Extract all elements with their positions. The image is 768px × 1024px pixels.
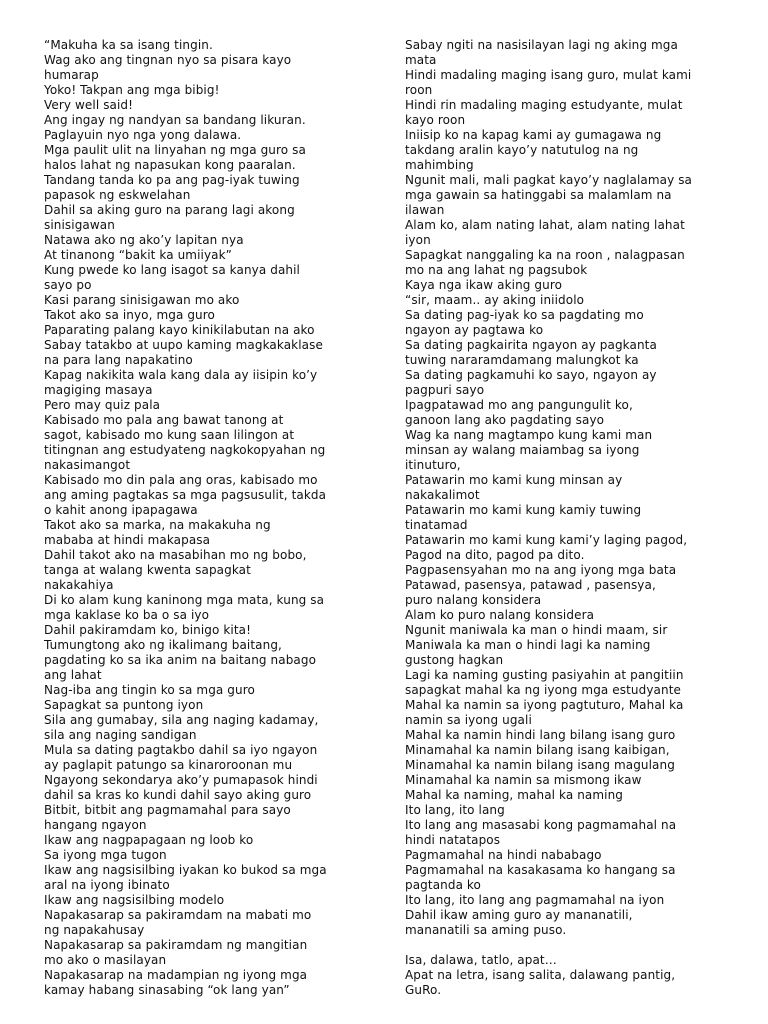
left-column-line: hangang ngayon [44,818,147,832]
left-column-line: Takot ako sa inyo, mga guro [44,308,215,322]
left-column-line: Tumungtong ako ng ikalimang baitang, [44,638,282,652]
right-column-line: mahimbing [405,158,474,172]
left-column-line: Ikaw ang nagsisilbing iyakan ko bukod sa mga [44,863,327,877]
left-column-line: Wag ako ang tingnan nyo sa pisara kayo [44,53,292,67]
left-column-line: Very well said! [44,98,134,112]
left-column-line: Ikaw ang nagpapagaan ng loob ko [44,833,254,847]
right-column-line: kayo roon [405,113,466,127]
left-column-line: Dahil pakiramdam ko, binigo kita! [44,623,251,637]
left-column-line: aral na iyong ibinato [44,878,170,892]
left-column-line: ang lahat [44,668,102,682]
left-column-line: pagdating ko sa ika anim na baitang nabago [44,653,317,667]
right-column-line: minsan ay walang maiambag sa iyong [405,443,640,457]
left-column-line: Nag-iba ang tingin ko sa mga guro [44,683,255,697]
left-column [44,38,384,998]
right-column-line: ngayon ay pagtawa ko [405,323,544,337]
left-column-line: sila ang naging sandigan [44,728,197,742]
right-column-line: mata [405,53,437,67]
right-column-line: Pagpasensyahan mo na ang iyong mga bata [405,563,677,577]
right-column-line: Hindi madaling maging isang guro, mulat kami [405,68,692,82]
right-column-line: Sabay ngiti na nasisilayan lagi ng aking mga [405,38,678,52]
left-column-line: humarap [44,68,99,82]
left-column-line: mababa at hindi makapasa [44,533,211,547]
left-column-line: Kasi parang sinisigawan mo ako [44,293,240,307]
right-column-line: nakakalimot [405,488,480,502]
right-column-line: Hindi rin madaling maging estudyante, mulat [405,98,683,112]
right-column-line: iyon [405,233,431,247]
right-column-line: pagtanda ko [405,878,482,892]
left-column-line: titingnan ang estudyateng nagkokopyahan ng [44,443,326,457]
right-column-line: Pagmamahal na hindi nababago [405,848,602,862]
right-column-line: namin sa iyong ugali [405,713,532,727]
right-column-line: “sir, maam.. ay aking iniidolo [405,293,585,307]
right-column-line: Pagod na dito, pagod pa dito. [405,548,585,562]
left-column-line: sinisigawan [44,218,115,232]
left-column-line: o kahit anong ipapagawa [44,503,198,517]
right-column-line: Alam ko puro nalang konsidera [405,608,595,622]
left-column-line: nakakahiya [44,578,114,592]
left-column-line: papasok ng eskwelahan [44,188,191,202]
left-column-line: ng napakahusay [44,923,145,937]
right-column-line: mananatili sa aming puso. [405,923,567,937]
right-column-line: sapagkat mahal ka ng iyong mga estudyante [405,683,681,697]
right-column-line: pagpuri sayo [405,383,485,397]
left-column-line: tanga at walang kwenta sapagkat [44,563,251,577]
right-column-line: Apat na letra, isang salita, dalawang pantig, [405,968,676,982]
left-column-line: na para lang napakatino [44,353,193,367]
right-column-line: tinatamad [405,518,468,532]
right-column-line: gustong hagkan [405,653,504,667]
right-column-line: mo na ang lahat ng pagsubok [405,263,588,277]
right-column-line: Mahal ka namin hindi lang bilang isang guro [405,728,676,742]
left-column-line: Sapagkat sa puntong iyon [44,698,204,712]
right-column-line: Lagi ka naming gusting pasiyahin at pangitiin [405,668,684,682]
right-column-line: Kaya nga ikaw aking guro [405,278,563,292]
left-column-line: Napakasarap sa pakiramdam na mabati mo [44,908,312,922]
left-column-line: Bitbit, bitbit ang pagmamahal para sayo [44,803,291,817]
right-column-line: GuRo. [405,983,442,997]
right-column-line: Minamahal ka namin bilang isang magulang [405,758,675,772]
right-column-line: Ito lang, ito lang ang pagmamahal na iyon [405,893,665,907]
right-column-line: Sapagkat nanggaling ka na roon , nalagpasan [405,248,685,262]
left-column-line: Ikaw ang nagsisilbing modelo [44,893,225,907]
left-column-line: sayo po [44,278,92,292]
left-column-line: Kapag nakikita wala kang dala ay iisipin ko’y [44,368,318,382]
right-column-line: Ito lang ang masasabi kong pagmamahal na [405,818,677,832]
left-column-line: “Makuha ka sa isang tingin. [44,38,213,52]
right-column [405,38,735,998]
right-column-line: Patawarin mo kami kung kamiy tuwing [405,503,642,517]
right-column-line: Isa, dalawa, tatlo, apat… [405,953,557,967]
left-column-line: Paglayuin nyo nga yong dalawa. [44,128,242,142]
right-column-line: roon [405,83,433,97]
right-column-line: hindi natatapos [405,833,501,847]
right-column-line: Ngunit mali, mali pagkat kayo’y naglalamay sa [405,173,693,187]
left-column-line: kamay habang sinasabing “ok lang yan” [44,983,290,997]
left-column-line: At tinanong “bakit ka umiiyak” [44,248,232,262]
left-column-line: Mga paulit ulit na linyahan ng mga guro sa [44,143,306,157]
left-column-line: Dahil takot ako na masabihan mo ng bobo, [44,548,307,562]
left-column-line: sagot, kabisado mo kung saan lilingon at [44,428,295,442]
right-column-line: mga gawain sa hatinggabi sa malamlam na [405,188,672,202]
left-column-line: Paparating palang kayo kinikilabutan na ako [44,323,315,337]
right-column-line: Ipagpatawad mo ang pangungulit ko, [405,398,633,412]
left-column-line: Sila ang gumabay, sila ang naging kadamay, [44,713,319,727]
left-column-line: Tandang tanda ko pa ang pag-iyak tuwing [44,173,300,187]
left-column-line: nakasimangot [44,458,131,472]
right-column-line: Mahal ka namin sa iyong pagtuturo, Mahal ka [405,698,684,712]
right-column-line: tuwing nararamdamang malungkot ka [405,353,639,367]
left-column-line: Yoko! Takpan ang mga bibig! [44,83,220,97]
left-column-line: dahil sa kras ko kundi dahil sayo aking guro [44,788,312,802]
right-column-line: itinuturo, [405,458,461,472]
right-column-line: Alam ko, alam nating lahat, alam nating lahat [405,218,685,232]
right-column-line: Ito lang, ito lang [405,803,505,817]
right-column-line: puro nalang konsidera [405,593,542,607]
right-column-line: ganoon lang ako pagdating sayo [405,413,605,427]
right-column-line: Sa dating pagkairita ngayon ay pagkanta [405,338,657,352]
right-column-line: Ngunit maniwala ka man o hindi maam, sir [405,623,668,637]
right-column-line: Mahal ka naming, mahal ka naming [405,788,624,802]
left-column-line: ang aming pagtakas sa mga pagsusulit, takda [44,488,327,502]
left-column-line: Kabisado mo din pala ang oras, kabisado mo [44,473,318,487]
right-column-line: Patawarin mo kami kung minsan ay [405,473,623,487]
left-column-line: magiging masaya [44,383,153,397]
right-column-line: Minamahal ka namin sa mismong ikaw [405,773,642,787]
left-column-line: ay paglapit patungo sa kinaroroonan mu [44,758,293,772]
right-column-line: Iniisip ko na kapag kami ay gumagawa ng [405,128,662,142]
left-column-line: Pero may quiz pala [44,398,161,412]
right-column-line: ilawan [405,203,445,217]
right-column-line: Wag ka nang magtampo kung kami man [405,428,653,442]
left-column-line: halos lahat ng napasukan kong paaralan. [44,158,296,172]
right-column-line: Patawad, pasensya, patawad , pasensya, [405,578,656,592]
left-column-line: Napakasarap sa pakiramdam ng mangitian [44,938,308,952]
left-column-line: Ang ingay ng nandyan sa bandang likuran. [44,113,306,127]
left-column-line: Takot ako sa marka, na makakuha ng [44,518,271,532]
left-column-line: mga kaklase ko ba o sa iyo [44,608,210,622]
right-column-line: Pagmamahal na kasakasama ko hangang sa [405,863,676,877]
right-column-line [405,938,735,953]
left-column-line: Kabisado mo pala ang bawat tanong at [44,413,284,427]
left-column-line: Kung pwede ko lang isagot sa kanya dahil [44,263,300,277]
right-column-line: Patawarin mo kami kung kami’y laging pagod, [405,533,688,547]
right-column-line: Sa dating pag-iyak ko sa pagdating mo [405,308,644,322]
left-column-line: Di ko alam kung kaninong mga mata, kung sa [44,593,325,607]
left-column-line: Sabay tatakbo at uupo kaming magkakaklase [44,338,323,352]
left-column-line: Napakasarap na madampian ng iyong mga [44,968,308,982]
right-column-line: Minamahal ka namin bilang isang kaibigan, [405,743,670,757]
left-column-line: Sa iyong mga tugon [44,848,167,862]
right-column-line: takdang aralin kayo’y natutulog na ng [405,143,639,157]
left-column-line: Dahil sa aking guro na parang lagi akong [44,203,295,217]
left-column-line: mo ako o masilayan [44,953,167,967]
left-column-line: Natawa ako ng ako’y lapitan nya [44,233,244,247]
right-column-line: Sa dating pagkamuhi ko sayo, ngayon ay [405,368,657,382]
right-column-line: Dahil ikaw aming guro ay mananatili, [405,908,633,922]
left-column-line: Mula sa dating pagtakbo dahil sa iyo ngayon [44,743,318,757]
left-column-line: Ngayong sekondarya ako’y pumapasok hindi [44,773,318,787]
right-column-line: Maniwala ka man o hindi lagi ka naming [405,638,651,652]
